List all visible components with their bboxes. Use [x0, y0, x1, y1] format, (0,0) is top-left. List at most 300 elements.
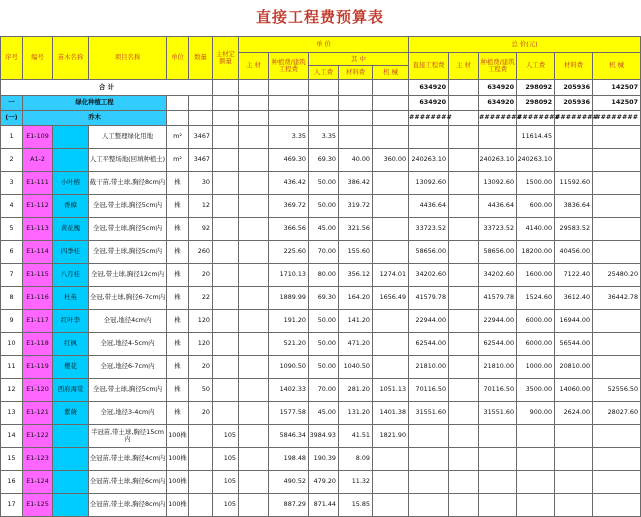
- table-row: [1, 356, 641, 379]
- cell-total-planting-fee: 13092.60: [479, 172, 517, 195]
- cell-item-name: 全冠苗,带土球,胸径4cm内: [89, 448, 167, 471]
- cell-planting-fee: 436.42: [269, 172, 309, 195]
- cell-seq: 10: [1, 333, 23, 356]
- cell-total-labor: 4140.00: [517, 218, 555, 241]
- cell-total-main-material: [449, 126, 479, 149]
- cell-empty: [373, 96, 409, 111]
- table-row: [1, 126, 641, 149]
- budget-table: [0, 36, 641, 517]
- cell-planting-fee: 1402.33: [269, 379, 309, 402]
- totals-empty: [213, 80, 239, 96]
- cell-main-material: [239, 402, 269, 425]
- cell-unit: 株: [167, 333, 189, 356]
- section-row: [1, 96, 641, 111]
- cell-total-material: [555, 425, 593, 448]
- cell-main-material: [239, 241, 269, 264]
- cell-main-material-qty: 105: [213, 425, 239, 448]
- totals-labor: 298092: [517, 80, 555, 96]
- cell-unit: 株: [167, 310, 189, 333]
- cell-seq: 4: [1, 195, 23, 218]
- cell-direct-cost: 33723.52: [409, 218, 449, 241]
- cell-labor: 3.35: [309, 126, 339, 149]
- cell-item-name: 全冠,带土球,胸径5cm内: [89, 195, 167, 218]
- cell-total-material: 29583.52: [555, 218, 593, 241]
- cell-empty: [189, 96, 213, 111]
- cell-total-material: [555, 494, 593, 517]
- cell-code: E1-109: [23, 126, 53, 149]
- cell-labor: 50.00: [309, 356, 339, 379]
- cell-total-material: [555, 149, 593, 172]
- totals-label: 合 计: [1, 80, 213, 96]
- cell-main-material-qty: [213, 218, 239, 241]
- table-row: [1, 379, 641, 402]
- cell-empty: [373, 111, 409, 126]
- cell-total-main-material: [449, 379, 479, 402]
- cell-total-main-material: [449, 241, 479, 264]
- cell-total-machine: 25480.20: [593, 264, 641, 287]
- cell-main-material: [239, 287, 269, 310]
- cell-machine: [373, 356, 409, 379]
- cell-total-labor: 18200.00: [517, 241, 555, 264]
- cell-main-material-qty: [213, 195, 239, 218]
- header-total-planting-fee: 种植费/建筑工程费: [479, 53, 517, 80]
- cell-item-name: 半冠苗,带土球,胸径15cm内: [89, 425, 167, 448]
- cell-main-material: [239, 264, 269, 287]
- cell-planting-fee: 1710.13: [269, 264, 309, 287]
- header-direct-cost: 直接工程费: [409, 53, 449, 80]
- cell-direct-cost: 4436.64: [409, 195, 449, 218]
- cell-qty: 30: [189, 172, 213, 195]
- cell-direct-cost: 240263.10: [409, 149, 449, 172]
- totals-planting-fee: 634920: [479, 80, 517, 96]
- cell-main-material: [239, 471, 269, 494]
- cell-total-machine: [593, 494, 641, 517]
- header-row-1: [1, 37, 641, 53]
- cell-seedling-name: 八月桂: [53, 264, 89, 287]
- cell-machine: [373, 241, 409, 264]
- cell-material: 155.60: [339, 241, 373, 264]
- header-of-which-sub: [309, 66, 408, 79]
- cell-item-name: 全冠苗,带土球,胸径8cm内: [89, 494, 167, 517]
- cell-total-main-material: [449, 471, 479, 494]
- cell-labor: 70.00: [309, 241, 339, 264]
- cell-direct-cost: 34202.60: [409, 264, 449, 287]
- cell-unit: 株: [167, 172, 189, 195]
- cell-labor: 69.30: [309, 149, 339, 172]
- cell-main-material: [239, 149, 269, 172]
- cell-total-material: 3612.40: [555, 287, 593, 310]
- header-seedling-name: 苗木名称: [53, 37, 89, 80]
- cell-total-planting-fee: 21810.00: [479, 356, 517, 379]
- cell-planting-fee: 1577.58: [269, 402, 309, 425]
- cell-seedling-name: 香樟: [53, 195, 89, 218]
- cell-main-material-qty: 105: [213, 494, 239, 517]
- header-planting-fee: 种植费/建筑工程费: [269, 53, 309, 80]
- cell-total-machine: [593, 195, 641, 218]
- cell-planting-fee: 198.48: [269, 448, 309, 471]
- cell-planting-fee: 521.20: [269, 333, 309, 356]
- cell-seq: 1: [1, 126, 23, 149]
- header-main-material: 主 材: [239, 53, 269, 80]
- cell-unit: 株: [167, 379, 189, 402]
- cell-qty: [189, 471, 213, 494]
- cell-total-labor: 3500.00: [517, 379, 555, 402]
- cell-planting-fee: 191.20: [269, 310, 309, 333]
- cell-total-material: [555, 471, 593, 494]
- cell-qty: [189, 494, 213, 517]
- cell-machine: [373, 471, 409, 494]
- cell-planting-fee: 369.72: [269, 195, 309, 218]
- cell-labor: 871.44: [309, 494, 339, 517]
- cell-total-material: 14060.00: [555, 379, 593, 402]
- cell-main-material: [239, 425, 269, 448]
- cell-seq: 13: [1, 402, 23, 425]
- cell-main-material: [239, 494, 269, 517]
- cell-unit: 株: [167, 218, 189, 241]
- cell-material: 141.20: [339, 310, 373, 333]
- cell-qty: 260: [189, 241, 213, 264]
- cell-total-main-material: [449, 172, 479, 195]
- cell-planting-fee: 366.56: [269, 218, 309, 241]
- cell-total-machine: [593, 149, 641, 172]
- cell-direct-cost: [409, 471, 449, 494]
- cell-seq: 6: [1, 241, 23, 264]
- cell-seedling-name: 红枫: [53, 333, 89, 356]
- cell-qty: 20: [189, 356, 213, 379]
- cell-seedling-name: 黄花槐: [53, 218, 89, 241]
- cell-total-material: 11592.60: [555, 172, 593, 195]
- cell-planting-fee: 1090.50: [269, 356, 309, 379]
- cell-direct-cost: 21810.00: [409, 356, 449, 379]
- cell-unit: 株: [167, 287, 189, 310]
- header-main-material-qty: 主材定额量: [213, 37, 239, 80]
- cell-qty: 120: [189, 310, 213, 333]
- cell-code: E1-122: [23, 425, 53, 448]
- cell-total-material: [555, 448, 593, 471]
- cell-total-main-material: [449, 264, 479, 287]
- subsection-machine: ########: [593, 111, 641, 126]
- cell-planting-fee: 225.60: [269, 241, 309, 264]
- cell-seq: 8: [1, 287, 23, 310]
- cell-material: 40.00: [339, 149, 373, 172]
- totals-machine: 142507: [593, 80, 641, 96]
- cell-material: 386.42: [339, 172, 373, 195]
- cell-main-material-qty: 105: [213, 448, 239, 471]
- cell-total-machine: [593, 218, 641, 241]
- cell-machine: [373, 333, 409, 356]
- cell-seedling-name: [53, 494, 89, 517]
- cell-total-labor: [517, 425, 555, 448]
- cell-code: E1-123: [23, 448, 53, 471]
- cell-total-main-material: [449, 494, 479, 517]
- cell-material: 281.20: [339, 379, 373, 402]
- cell-seedling-name: [53, 126, 89, 149]
- cell-labor: 50.00: [309, 310, 339, 333]
- cell-seq: 11: [1, 356, 23, 379]
- cell-material: 131.20: [339, 402, 373, 425]
- cell-machine: [373, 218, 409, 241]
- cell-machine: [373, 494, 409, 517]
- cell-labor: 80.00: [309, 264, 339, 287]
- cell-total-material: 3836.64: [555, 195, 593, 218]
- cell-empty: [309, 111, 339, 126]
- cell-direct-cost: [409, 425, 449, 448]
- cell-material: 471.20: [339, 333, 373, 356]
- cell-labor: 70.00: [309, 379, 339, 402]
- table-row: [1, 425, 641, 448]
- header-unit: 单位: [167, 37, 189, 80]
- cell-empty: [449, 96, 479, 111]
- cell-main-material: [239, 126, 269, 149]
- cell-total-labor: [517, 494, 555, 517]
- cell-main-material-qty: [213, 126, 239, 149]
- cell-item-name: 全冠,带土球,胸径5cm内: [89, 241, 167, 264]
- table-row: [1, 402, 641, 425]
- cell-seq: 3: [1, 172, 23, 195]
- cell-seq: 5: [1, 218, 23, 241]
- cell-main-material-qty: [213, 379, 239, 402]
- header-total-main-material: 主 材: [449, 53, 479, 80]
- cell-direct-cost: 41579.78: [409, 287, 449, 310]
- cell-code: E1-124: [23, 471, 53, 494]
- cell-empty: [269, 111, 309, 126]
- cell-total-planting-fee: 4436.64: [479, 195, 517, 218]
- cell-empty: [309, 96, 339, 111]
- subsection-seq: (一): [1, 111, 23, 126]
- cell-code: E1-112: [23, 195, 53, 218]
- cell-total-material: 40456.00: [555, 241, 593, 264]
- cell-total-labor: [517, 471, 555, 494]
- cell-planting-fee: 3.35: [269, 126, 309, 149]
- cell-empty: [339, 96, 373, 111]
- header-labor: 人工费: [309, 66, 339, 79]
- section-seq: 一: [1, 96, 23, 111]
- cell-total-planting-fee: [479, 448, 517, 471]
- cell-total-labor: 11614.45: [517, 126, 555, 149]
- cell-total-machine: [593, 425, 641, 448]
- cell-seq: 15: [1, 448, 23, 471]
- cell-seedling-name: 紫薇: [53, 402, 89, 425]
- cell-total-machine: [593, 310, 641, 333]
- table-row: [1, 333, 641, 356]
- cell-total-planting-fee: 62544.00: [479, 333, 517, 356]
- section-labor: 298092: [517, 96, 555, 111]
- cell-material: 319.72: [339, 195, 373, 218]
- totals-empty: [373, 80, 409, 96]
- cell-code: E1-119: [23, 356, 53, 379]
- cell-machine: 1656.49: [373, 287, 409, 310]
- cell-total-machine: [593, 448, 641, 471]
- cell-unit: 100株: [167, 448, 189, 471]
- cell-direct-cost: [409, 494, 449, 517]
- header-material: 材料费: [339, 66, 373, 79]
- header-of-which-group: [309, 53, 409, 80]
- cell-qty: 22: [189, 287, 213, 310]
- subsection-planting-fee: ########: [479, 111, 517, 126]
- cell-total-machine: [593, 333, 641, 356]
- table-row: [1, 149, 641, 172]
- cell-main-material: [239, 218, 269, 241]
- cell-total-planting-fee: 31551.60: [479, 402, 517, 425]
- cell-direct-cost: 62544.00: [409, 333, 449, 356]
- cell-unit: 株: [167, 264, 189, 287]
- cell-item-name: 全冠,带土球,胸径6-7cm内: [89, 287, 167, 310]
- totals-empty: [269, 80, 309, 96]
- cell-labor: 45.00: [309, 402, 339, 425]
- cell-code: E1-120: [23, 379, 53, 402]
- header-machine: 机 械: [383, 68, 398, 76]
- totals-empty: [309, 80, 339, 96]
- cell-unit: 株: [167, 356, 189, 379]
- cell-total-planting-fee: 22944.00: [479, 310, 517, 333]
- header-total-labor: 人工费: [517, 53, 555, 80]
- cell-machine: [373, 195, 409, 218]
- cell-total-material: 20810.00: [555, 356, 593, 379]
- cell-total-main-material: [449, 149, 479, 172]
- cell-planting-fee: 887.29: [269, 494, 309, 517]
- cell-seq: 12: [1, 379, 23, 402]
- cell-code: E1-125: [23, 494, 53, 517]
- cell-empty: [449, 111, 479, 126]
- cell-labor: 50.00: [309, 195, 339, 218]
- cell-code: E1-121: [23, 402, 53, 425]
- cell-total-planting-fee: [479, 471, 517, 494]
- cell-labor: 190.39: [309, 448, 339, 471]
- cell-total-machine: [593, 356, 641, 379]
- cell-unit: m²: [167, 126, 189, 149]
- cell-material: 321.56: [339, 218, 373, 241]
- cell-planting-fee: 1889.99: [269, 287, 309, 310]
- totals-material: 205936: [555, 80, 593, 96]
- cell-seedling-name: [53, 149, 89, 172]
- cell-empty: [213, 96, 239, 111]
- header-total-machine: 机 械: [593, 53, 641, 80]
- cell-total-main-material: [449, 195, 479, 218]
- cell-total-machine: [593, 241, 641, 264]
- cell-seq: 16: [1, 471, 23, 494]
- cell-qty: 20: [189, 402, 213, 425]
- cell-total-planting-fee: 41579.78: [479, 287, 517, 310]
- cell-seedling-name: 小叶榕: [53, 172, 89, 195]
- table-row: [1, 471, 641, 494]
- cell-total-main-material: [449, 448, 479, 471]
- cell-qty: [189, 448, 213, 471]
- cell-empty: [167, 96, 189, 111]
- cell-main-material: [239, 195, 269, 218]
- cell-total-main-material: [449, 402, 479, 425]
- cell-total-main-material: [449, 310, 479, 333]
- cell-material: 8.09: [339, 448, 373, 471]
- cell-machine: [373, 310, 409, 333]
- cell-total-main-material: [449, 356, 479, 379]
- cell-main-material: [239, 356, 269, 379]
- cell-item-name: 全冠,带土球,胸径5cm内: [89, 379, 167, 402]
- cell-total-machine: 52556.50: [593, 379, 641, 402]
- cell-total-labor: 6000.00: [517, 333, 555, 356]
- cell-direct-cost: [409, 126, 449, 149]
- cell-total-planting-fee: 70116.50: [479, 379, 517, 402]
- cell-total-labor: 1524.60: [517, 287, 555, 310]
- totals-row: [1, 80, 641, 96]
- section-planting-fee: 634920: [479, 96, 517, 111]
- cell-planting-fee: 490.52: [269, 471, 309, 494]
- cell-code: E1-117: [23, 310, 53, 333]
- cell-total-material: 2624.00: [555, 402, 593, 425]
- cell-machine: 1051.13: [373, 379, 409, 402]
- cell-main-material: [239, 172, 269, 195]
- cell-labor: 50.00: [309, 172, 339, 195]
- cell-empty: [269, 96, 309, 111]
- cell-total-material: 56544.00: [555, 333, 593, 356]
- cell-qty: 120: [189, 333, 213, 356]
- cell-seedling-name: [53, 448, 89, 471]
- cell-seedling-name: [53, 425, 89, 448]
- cell-main-material: [239, 333, 269, 356]
- cell-material: 11.32: [339, 471, 373, 494]
- cell-labor: 45.00: [309, 218, 339, 241]
- cell-main-material-qty: [213, 287, 239, 310]
- subsection-direct-cost: ########: [409, 111, 449, 126]
- totals-empty: [339, 80, 373, 96]
- table-row: [1, 264, 641, 287]
- cell-main-material-qty: [213, 333, 239, 356]
- cell-qty: 92: [189, 218, 213, 241]
- cell-seq: 2: [1, 149, 23, 172]
- header-unit-price: 单 价: [239, 37, 409, 53]
- cell-main-material-qty: [213, 356, 239, 379]
- cell-unit: 100株: [167, 494, 189, 517]
- cell-direct-cost: 22944.00: [409, 310, 449, 333]
- cell-total-planting-fee: [479, 425, 517, 448]
- cell-unit: 株: [167, 402, 189, 425]
- cell-unit: 株: [167, 195, 189, 218]
- cell-direct-cost: [409, 448, 449, 471]
- cell-seedling-name: 四季桂: [53, 241, 89, 264]
- cell-qty: 20: [189, 264, 213, 287]
- cell-material: 15.85: [339, 494, 373, 517]
- section-name: 绿化种植工程: [23, 96, 167, 111]
- header-item-name: 项目名称: [89, 37, 167, 80]
- cell-total-labor: 900.00: [517, 402, 555, 425]
- cell-main-material-qty: [213, 264, 239, 287]
- cell-qty: 3467: [189, 149, 213, 172]
- cell-item-name: 全冠,带土球,胸径5cm内: [89, 218, 167, 241]
- cell-item-name: 截干苗,带土球,胸径8cm内: [89, 172, 167, 195]
- header-total-price: 总 价(元): [409, 37, 641, 53]
- header-of-which: 其 中: [309, 53, 408, 66]
- cell-total-main-material: [449, 218, 479, 241]
- subsection-name: 乔木: [23, 111, 167, 126]
- cell-code: A1-2: [23, 149, 53, 172]
- subsection-material: ########: [555, 111, 593, 126]
- cell-planting-fee: 5846.34: [269, 425, 309, 448]
- cell-material: 356.12: [339, 264, 373, 287]
- cell-total-machine: [593, 126, 641, 149]
- header-total-material: 材料费: [555, 53, 593, 80]
- cell-empty: [239, 111, 269, 126]
- cell-empty: [239, 96, 269, 111]
- subsection-row: [1, 111, 641, 126]
- cell-item-name: 全冠,地径4cm内: [89, 310, 167, 333]
- cell-machine: 1274.01: [373, 264, 409, 287]
- cell-total-labor: 1000.00: [517, 356, 555, 379]
- cell-material: 164.20: [339, 287, 373, 310]
- cell-empty: [213, 111, 239, 126]
- cell-direct-cost: 70116.50: [409, 379, 449, 402]
- cell-total-material: 7122.40: [555, 264, 593, 287]
- totals-direct-cost: 634920: [409, 80, 449, 96]
- cell-code: E1-116: [23, 287, 53, 310]
